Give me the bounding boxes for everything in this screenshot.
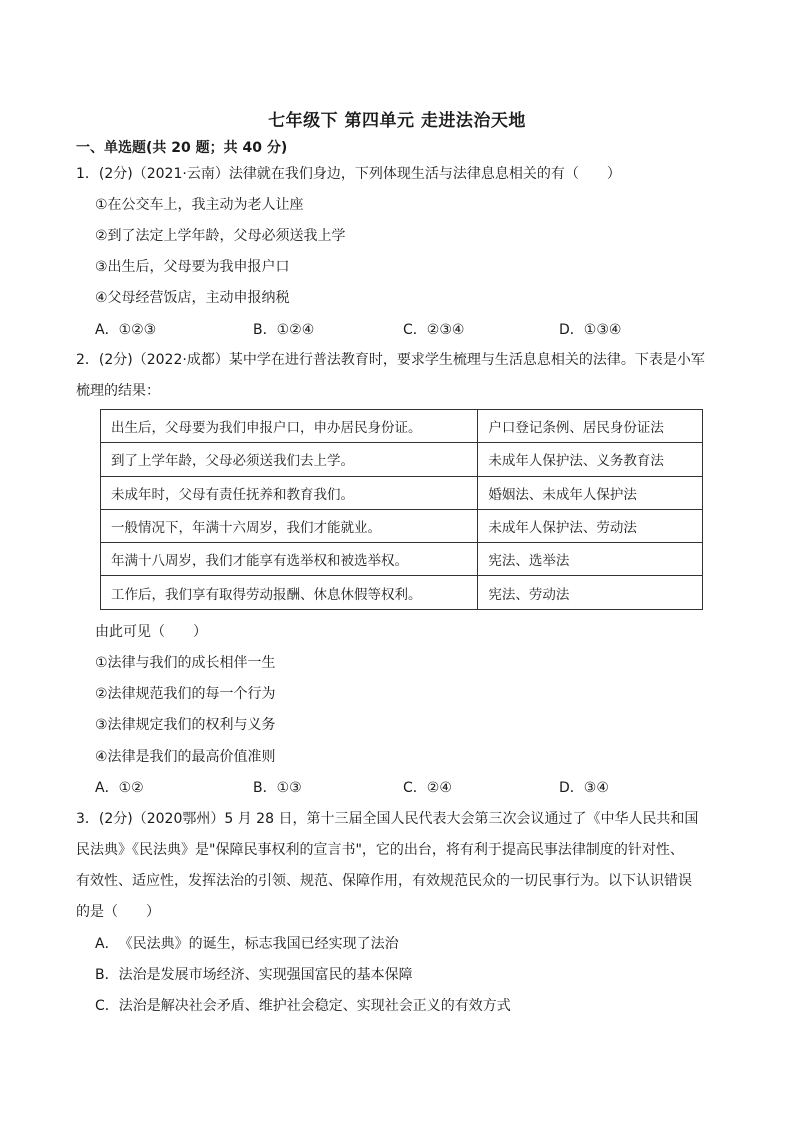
question-2-stem-cont: 梳理的结果： [76,383,160,399]
option-c[interactable]: C．法治是解决社会矛盾、维护社会稳定、实现社会正义的有效方式 [95,998,511,1014]
question-2-lead: 由此可见（ ） [95,624,207,640]
question-3-stem-cont: 的是（ ） [76,904,160,920]
table-cell-situation: 一般情况下，年满十六周岁，我们才能就业。 [101,509,478,542]
table-cell-law: 未成年人保护法、劳动法 [478,509,703,542]
table-cell-situation: 年满十八周岁，我们才能享有选举权和被选举权。 [101,543,478,576]
table-row [101,443,703,476]
section-heading: 一、单选题(共 20 题；共 40 分) [76,140,288,156]
law-table [100,409,703,610]
question-1-stem: 1．(2分)（2021·云南）法律就在我们身边，下列体现生活与法律息息相关的有（ ） [76,166,621,182]
option-a[interactable]: A．①② [95,780,144,796]
question-3-stem-cont: 有效性、适应性，发挥法治的引领、规范、保障作用，有效规范民众的一切民事行为。以下认识错误 [76,873,692,889]
question-2-item: ①法律与我们的成长相伴一生 [95,655,276,671]
table-cell-situation: 未成年时，父母有责任抚养和教育我们。 [101,476,478,509]
question-1-item: ④父母经营饭店，主动申报纳税 [95,290,290,306]
question-2-options [95,778,715,798]
option-b[interactable]: B．法治是发展市场经济、实现强国富民的基本保障 [95,967,413,983]
table-cell-situation: 工作后，我们享有取得劳动报酬、休息休假等权利。 [101,576,478,609]
table-cell-situation: 出生后，父母要为我们申报户口，申办居民身份证。 [101,410,478,443]
table-cell-law: 婚姻法、未成年人保护法 [478,476,703,509]
table-cell-law: 宪法、选举法 [478,543,703,576]
question-3-stem: 3．(2分)（2020鄂州）5 月 28 日，第十三届全国人民代表大会第三次会议通过了《中华人民共和国 [76,811,699,827]
table-cell-law: 宪法、劳动法 [478,576,703,609]
table-cell-law: 户口登记条例、居民身份证法 [478,410,703,443]
question-1-options [95,320,715,340]
table-row [101,410,703,443]
question-3-stem-cont: 民法典》《民法典》是"保障民事权利的宣言书"，它的出台，将有利于提高民事法律制度的针对性、 [76,842,684,858]
option-b[interactable]: B．①③ [253,780,302,796]
option-d[interactable]: D．①③④ [559,322,622,338]
page-title: 七年级下 第四单元 走进法治天地 [268,111,526,131]
table-cell-law: 未成年人保护法、义务教育法 [478,443,703,476]
option-c[interactable]: C．②③④ [403,322,465,338]
table-row [101,543,703,576]
table-row [101,576,703,609]
question-2-stem: 2．(2分)（2022·成都）某中学在进行普法教育时，要求学生梳理与生活息息相关的法律。下表是小军 [76,352,705,368]
question-2-item: ④法律是我们的最高价值准则 [95,749,276,765]
question-2-item: ②法律规范我们的每一个行为 [95,686,276,702]
question-1-item: ③出生后，父母要为我申报户口 [95,259,290,275]
table-row [101,509,703,542]
table-cell-situation: 到了上学年龄，父母必须送我们去上学。 [101,443,478,476]
option-a[interactable]: A．①②③ [95,322,157,338]
question-1-item: ②到了法定上学年龄，父母必须送我上学 [95,228,346,244]
question-1-item: ①在公交车上，我主动为老人让座 [95,197,304,213]
table-row [101,476,703,509]
option-d[interactable]: D．③④ [559,780,609,796]
question-2-item: ③法律规定我们的权利与义务 [95,717,276,733]
option-a[interactable]: A． 《民法典》的诞生，标志我国已经实现了法治 [95,936,399,952]
option-b[interactable]: B．①②④ [253,322,315,338]
option-c[interactable]: C．②④ [403,780,452,796]
